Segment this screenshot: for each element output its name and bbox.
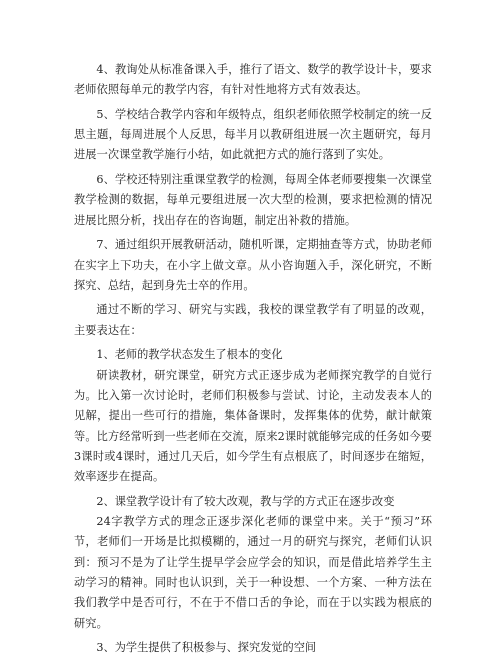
paragraph-section-1-body: 研读教材，研究课堂，研究方式正逐步成为老师探究教学的自觉行为。比入第一次讨论时，老师们积极参与尝试、讨论，主动发表本人的见解，提出一些可行的措施，集体备课时，发挥集体的优势，献计献策等。比方经常听到一些老师在交流，原来2课时就能够完成的任务如今要3课时或4课时，通过几天后，如今学生有点根底了，时间逐步在缩短，效率逐步在提高。 (74, 368, 432, 484)
section-heading-2: 2、课堂教学设计有了较大改观，教与学的方式正在逐步改变 (96, 494, 395, 508)
section-heading-3: 3、为学生提供了积极参与、探究发觉的空间 (96, 641, 317, 655)
paragraph-summary-intro: 通过不断的学习、研究与实践，我校的课堂教学有了明显的改观，主要表达在： (74, 303, 432, 337)
paragraph-item-5: 5、学校结合教学内容和年级特点，组织老师依照学校制定的统一反思主题，每周进展个人反思，每半月以教研组进展一次主题研究，每月进展一次课堂教学施行小结，如此就把方式的施行落到了实处。 (74, 107, 432, 162)
paragraph-section-2-body: 24字教学方式的理念正逐步深化老师的课堂中来。关于“预习”环节，老师们一开场是比拟模糊的，通过一月的研究与探究，老师们认识到：预习不是为了让学生提早学会应学会的知识，而是借此培养学生主动学习的精神。同时也认识到，关于一种设想、一个方案、一种方法在我们教学中是否可行，不在于不借口舌的争论，而在于以实践为根底的研究。 (74, 515, 432, 630)
paragraph-item-7: 7、通过组织开展教研活动，随机听课，定期抽查等方式，协助老师在实字上下功夫，在小字上做文章。从小咨询题入手，深化研究，不断探究、总结，起到身先士卒的作用。 (74, 238, 432, 292)
document-page (74, 60, 432, 658)
paragraph-item-4: 4、教询处从标准备课入手，推行了语文、数学的教学设计卡，要求老师依照每单元的教学内容，有针对性地将方式有效表达。 (74, 63, 432, 97)
section-heading-1: 1、老师的教学状态发生了根本的变化 (96, 348, 283, 362)
paragraph-item-6: 6、学校还特别注重课堂教学的检测，每周全体老师要搜集一次课堂教学检测的数据，每单元要组进展一次大型的检测，要求把检测的情况进展比照分析，找出存在的咨询题，制定出补救的措施。 (74, 173, 432, 227)
